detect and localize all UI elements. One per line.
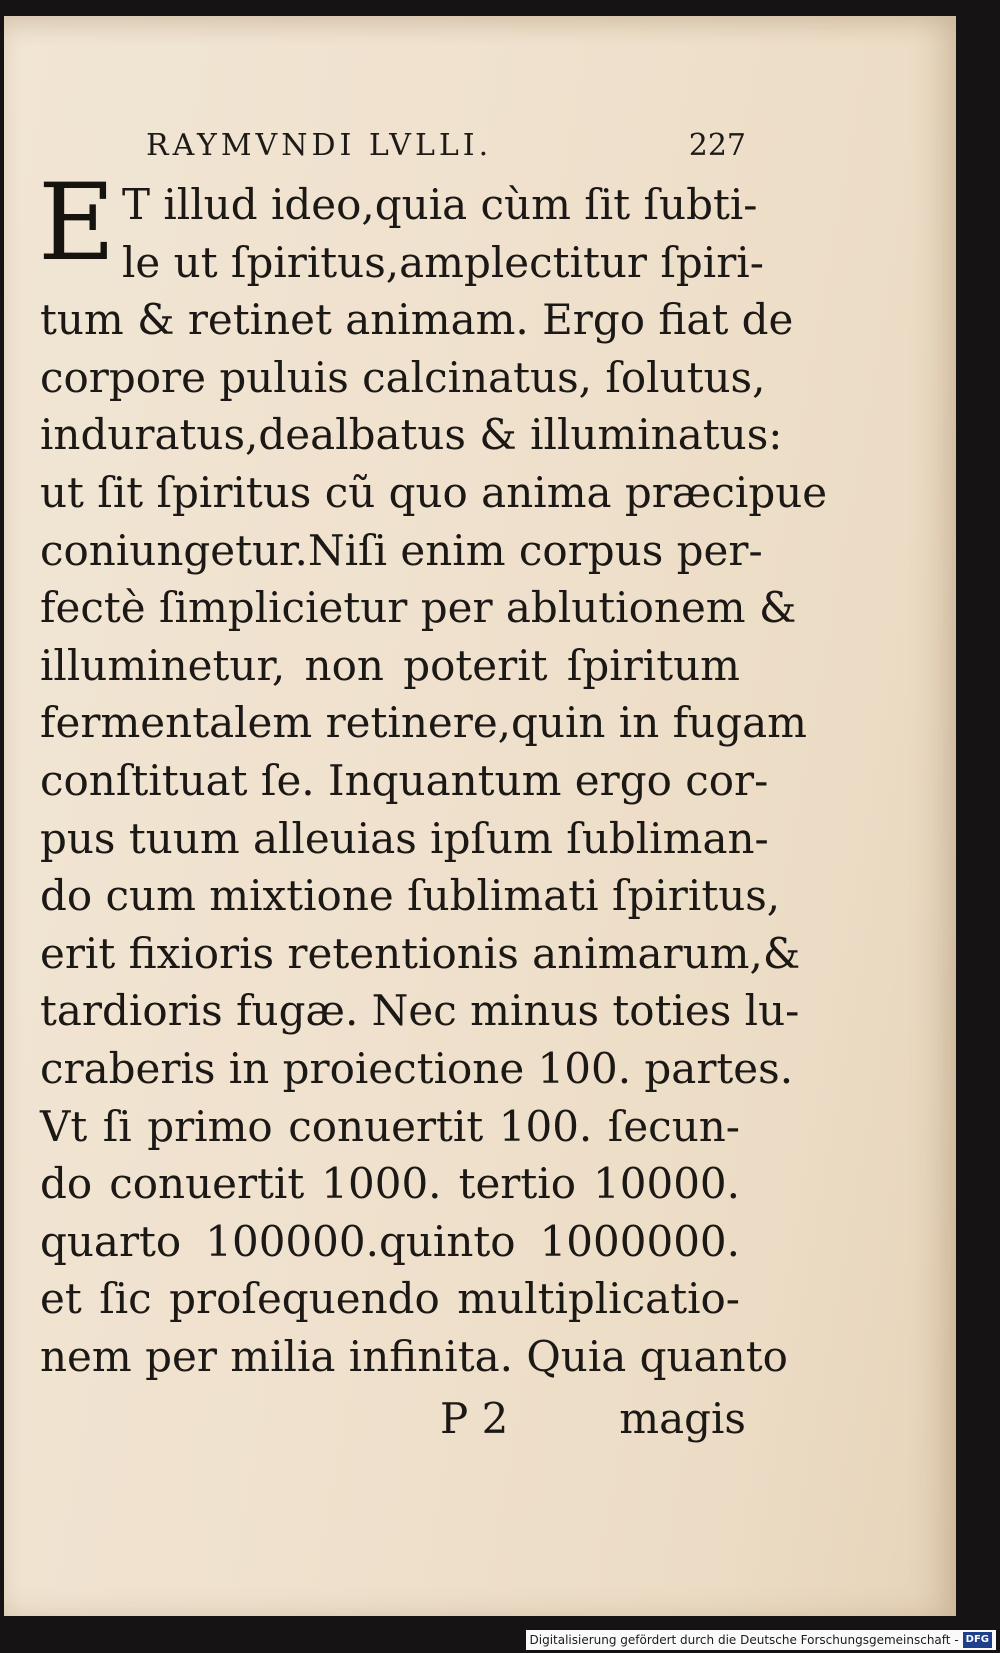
text-line: le ut ſpiritus,amplectitur ſpiri-: [122, 237, 764, 287]
text-line: T illud ideo,quia cùm ſit ſubti-: [122, 180, 758, 229]
text-line: tum & retinet animam. Ergo fiat de: [40, 295, 794, 345]
page-number: 227: [688, 128, 746, 163]
text-line: pus tuum alleuias ipſum ſubliman-: [40, 813, 769, 863]
text-line: conſtituat ſe. Inquantum ergo cor-: [40, 755, 769, 805]
signature-mark: P 2: [440, 1394, 509, 1443]
dfg-logo: DFG: [963, 1632, 992, 1648]
book-page: [4, 16, 956, 1616]
text-line: fermentalem retinere,quin in fugam: [40, 698, 807, 748]
text-line: illuminetur, non poterit ſpiritum: [40, 640, 740, 690]
running-header: [146, 128, 746, 174]
running-title: RAYMVNDI LVLLI.: [146, 128, 493, 163]
text-line: quarto 100000.quinto 1000000.: [40, 1216, 740, 1266]
text-line: do conuertit 1000. tertio 10000.: [40, 1159, 740, 1209]
text-line: et ſic proſequendo multiplicatio-: [40, 1274, 740, 1324]
credit-text: Digitalisierung gefördert durch die Deutsche Forschungsgemeinschaft -: [529, 1633, 959, 1647]
drop-initial: E: [38, 161, 116, 284]
text-line: do cum mixtione ſublimati ſpiritus,: [40, 871, 781, 921]
text-line: tardioris fugæ. Nec minus toties lu-: [40, 986, 800, 1036]
body-text: [38, 161, 828, 1385]
text-line: craberis in proiectione 100. partes.: [40, 1043, 794, 1093]
catchword: magis: [619, 1394, 746, 1443]
text-line: Vt ſi primo conuertit 100. ſecun-: [40, 1101, 740, 1151]
text-line: induratus,dealbatus & illuminatus:: [40, 410, 783, 460]
text-line: fectè ſimplicietur per ablutionem &: [40, 583, 797, 633]
catchline: [440, 1394, 746, 1454]
text-line: ut ſit ſpiritus cũ quo anima præcipue: [40, 467, 828, 517]
text-line: nem per milia infinita. Quia quanto: [40, 1331, 788, 1381]
digitization-credit: [526, 1630, 997, 1650]
text-line: corpore puluis calcinatus, ſolutus,: [40, 352, 766, 402]
text-line: erit fixioris retentionis animarum,&: [40, 928, 801, 978]
text-line: coniungetur.Niſi enim corpus per-: [40, 525, 763, 575]
